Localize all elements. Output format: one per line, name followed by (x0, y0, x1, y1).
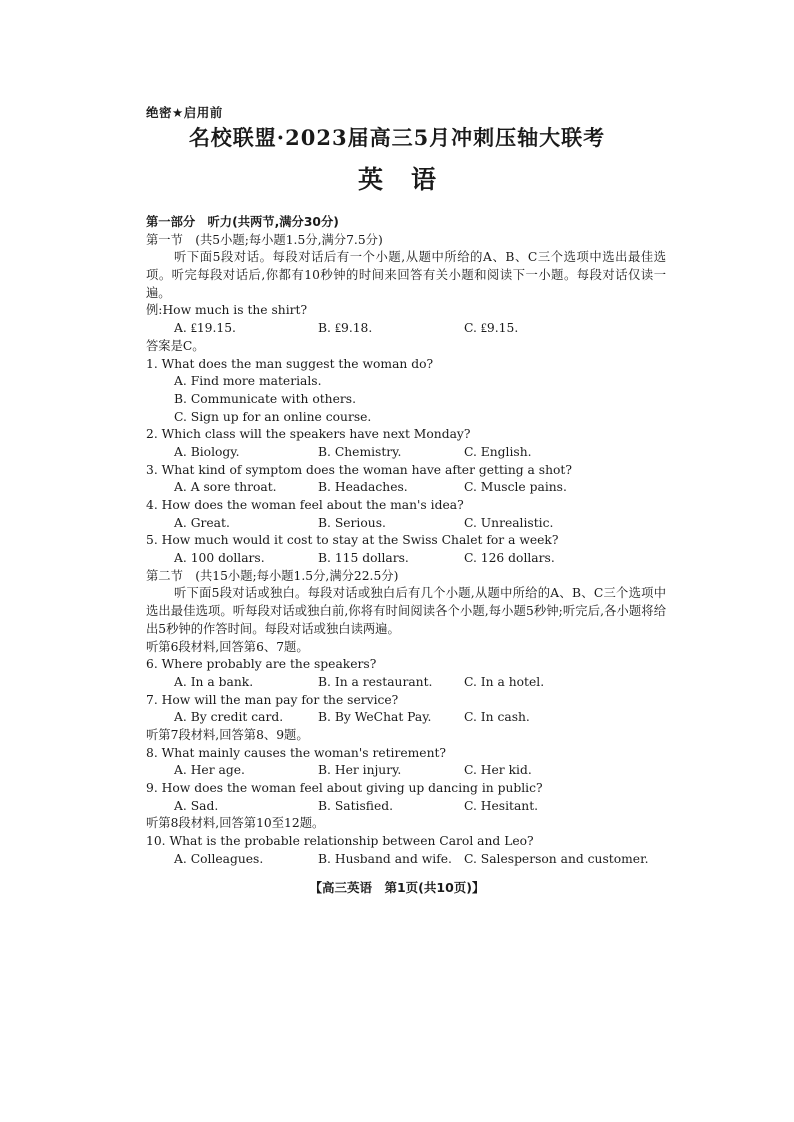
question-4: 4. How does the woman feel about the man's idea? (146, 498, 464, 513)
option-a: A. Biology. (174, 444, 240, 459)
option-c: C. Unrealistic. (464, 515, 554, 530)
option-a: A. In a bank. (174, 674, 254, 689)
option-c: C. In cash. (464, 710, 530, 725)
option-b: B. Chemistry. (318, 444, 402, 459)
example-question: 例:How much is the shirt? (146, 303, 308, 318)
section1-instructions: 听下面5段对话。每段对话后有一个小题,从题中所给的A、B、C三个选项中选出最佳选项。听完每段对话后,你都有10秒钟的时间来回答有关小题和阅读下一小题。每段对话仅读一遍。 (146, 250, 666, 300)
material-7-note: 听第7段材料,回答第8、9题。 (146, 728, 309, 743)
option-c: C. In a hotel. (464, 674, 545, 689)
question-7: 7. How will the man pay for the service? (146, 692, 399, 707)
option-a: A. ₤19.15. (174, 321, 236, 336)
question-1: 1. What does the man suggest the woman do? (146, 356, 434, 371)
question-10-options (146, 851, 666, 869)
option-b: B. Communicate with others. (174, 391, 356, 406)
question-3-options (146, 479, 666, 497)
option-b: B. Her injury. (318, 763, 402, 778)
question-7-options (146, 709, 666, 727)
question-3: 3. What kind of symptom does the woman have after getting a shot? (146, 462, 572, 477)
exam-title: 名校联盟·2023届高三5月冲刺压轴大联考 (188, 125, 606, 150)
subject-title: 英语 (357, 165, 464, 194)
material-6-note: 听第6段材料,回答第6、7题。 (146, 639, 309, 654)
question-8-options (146, 762, 666, 780)
question-5-options (146, 550, 666, 568)
option-b: B. In a restaurant. (318, 674, 433, 689)
option-c: C. English. (464, 444, 532, 459)
question-6-options (146, 674, 666, 692)
option-a: A. Her age. (174, 763, 245, 778)
option-a: A. Find more materials. (174, 374, 322, 389)
material-8-note: 听第8段材料,回答第10至12题。 (146, 816, 325, 831)
option-c: C. Muscle pains. (464, 480, 567, 495)
confidential-mark: 绝密★启用前 (146, 105, 223, 120)
option-c: C. ₤9.15. (464, 321, 519, 336)
section2-heading: 第二节 (共15小题;每小题1.5分,满分22.5分) (146, 568, 399, 583)
option-c: C. Sign up for an online course. (174, 409, 372, 424)
example-options (146, 320, 666, 338)
option-b: B. Husband and wife. (318, 851, 452, 866)
option-c: C. Salesperson and customer. (464, 851, 649, 866)
example-answer: 答案是C。 (146, 338, 205, 353)
page-footer: 【高三英语 第1页(共10页)】 (309, 880, 485, 895)
exam-body (146, 214, 666, 869)
option-a: A. Sad. (174, 798, 219, 813)
part-heading: 第一部分 听力(共两节,满分30分) (146, 215, 339, 229)
option-b: B. By WeChat Pay. (318, 710, 432, 725)
option-a: A. Great. (174, 515, 230, 530)
question-8: 8. What mainly causes the woman's retirement? (146, 745, 447, 760)
option-a: A. Colleagues. (174, 851, 264, 866)
question-9-options (146, 798, 666, 816)
option-b: B. ₤9.18. (318, 321, 373, 336)
question-9: 9. How does the woman feel about giving up dancing in public? (146, 781, 543, 796)
option-c: C. 126 dollars. (464, 551, 555, 566)
option-a: A. 100 dollars. (174, 551, 265, 566)
question-10: 10. What is the probable relationship between Carol and Leo? (146, 834, 534, 849)
question-6: 6. Where probably are the speakers? (146, 657, 377, 672)
option-a: A. By credit card. (174, 710, 284, 725)
option-b: B. Headaches. (318, 480, 408, 495)
option-c: C. Her kid. (464, 763, 532, 778)
question-5: 5. How much would it cost to stay at the Swiss Chalet for a week? (146, 533, 559, 548)
question-2-options (146, 444, 666, 462)
option-b: B. 115 dollars. (318, 551, 409, 566)
option-a: A. A sore throat. (174, 480, 277, 495)
section2-instructions: 听下面5段对话或独白。每段对话或独白后有几个小题,从题中所给的A、B、C三个选项中选出最佳选项。听每段对话或独白前,你将有时间阅读各个小题,每小题5秒钟;听完后,各小题将给出5秒钟的作答时间。每段对话或独白读两遍。 (146, 586, 666, 636)
question-2: 2. Which class will the speakers have next Monday? (146, 427, 471, 442)
option-c: C. Hesitant. (464, 798, 539, 813)
section1-heading: 第一节 (共5小题;每小题1.5分,满分7.5分) (146, 232, 383, 247)
option-b: B. Satisfied. (318, 798, 394, 813)
question-4-options (146, 515, 666, 533)
option-b: B. Serious. (318, 515, 386, 530)
